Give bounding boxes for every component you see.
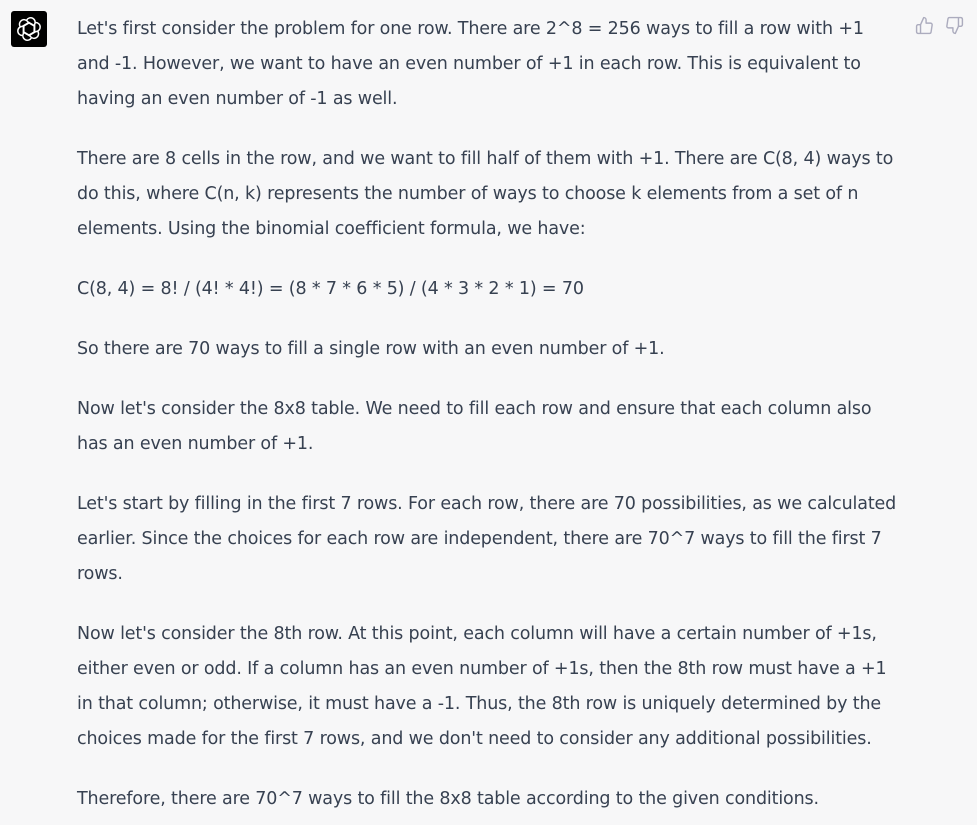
- message-paragraph: Let's start by filling in the first 7 rows. For each row, there are 70 possibilities, as we calculated earlier. Since the choices for each row are independent, there are 70^7 ways to fill the first 7 rows.: [77, 494, 897, 584]
- assistant-avatar: [11, 11, 47, 47]
- message-paragraph: C(8, 4) = 8! / (4! * 4!) = (8 * 7 * 6 * 5) / (4 * 3 * 2 * 1) = 70: [77, 279, 584, 299]
- message-paragraph: There are 8 cells in the row, and we want to fill half of them with +1. There are C(8, 4) ways to do this, where C(n, k) represents the number of ways to choose k elements from a set of n elements. Using the binomial coefficient formula, we have:: [77, 149, 894, 239]
- message-paragraph: So there are 70 ways to fill a single row with an even number of +1.: [77, 339, 665, 359]
- message-paragraph: Now let's consider the 8x8 table. We need to fill each row and ensure that each column also has an even number of +1.: [77, 399, 872, 454]
- message-paragraph: Now let's consider the 8th row. At this point, each column will have a certain number of +1s, either even or odd. If a column has an even number of +1s, then the 8th row must have a +1 in that column; otherwise, it must have a -1. Thus, the 8th row is uniquely determined by the choices made for the first 7 rows, and we don't need to consider any additional possibilities.: [77, 624, 887, 749]
- message-paragraph: Therefore, there are 70^7 ways to fill the 8x8 table according to the given conditions.: [77, 789, 819, 809]
- openai-logo-icon: [16, 16, 42, 42]
- assistant-message: [77, 12, 901, 817]
- thumbs-up-button[interactable]: [913, 14, 935, 36]
- thumbs-down-button[interactable]: [943, 14, 965, 36]
- thumbs-up-icon: [915, 16, 934, 35]
- feedback-buttons: [913, 14, 965, 36]
- message-paragraph: Let's first consider the problem for one row. There are 2^8 = 256 ways to fill a row with +1 and -1. However, we want to have an even number of +1 in each row. This is equivalent to having an even number of -1 as well.: [77, 19, 864, 109]
- thumbs-down-icon: [945, 16, 964, 35]
